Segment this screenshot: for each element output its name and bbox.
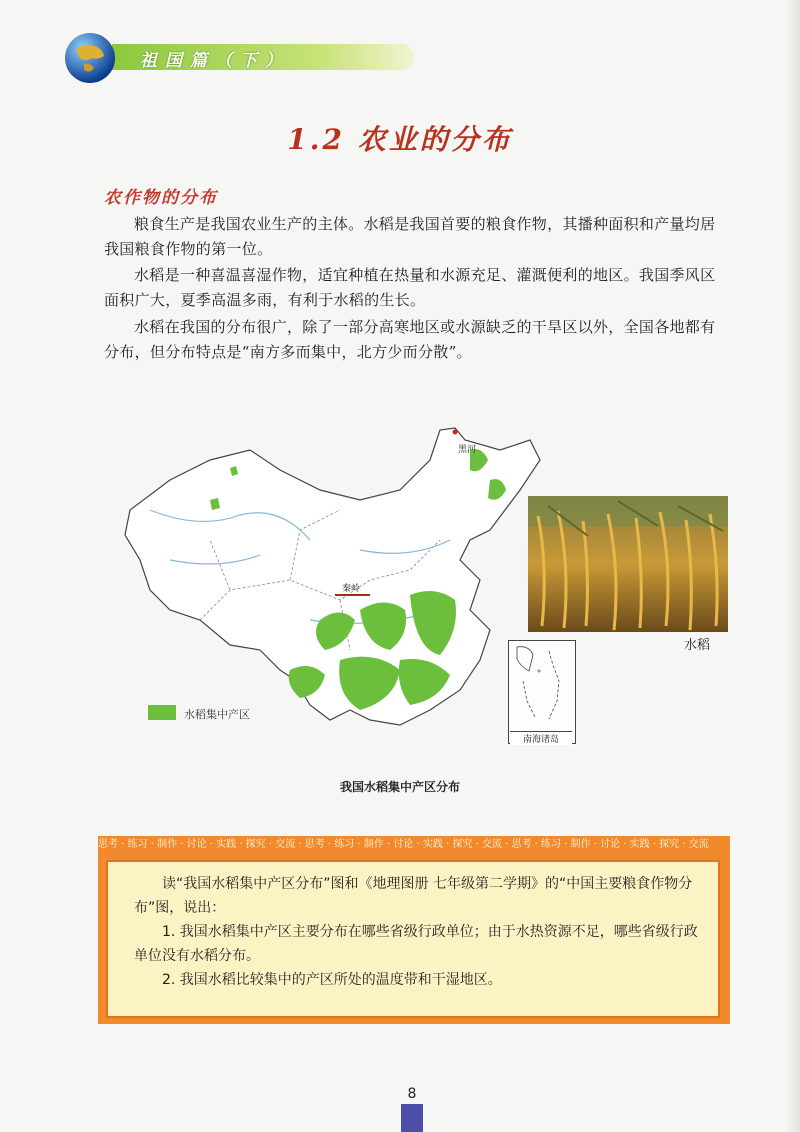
activity-question-2: 2. 我国水稻比较集中的产区所处的温度带和干湿地区。 bbox=[162, 972, 502, 988]
legend-swatch bbox=[148, 705, 176, 720]
page-edge-shadow bbox=[786, 0, 800, 1132]
activity-intro: 读“我国水稻集中产区分布”图和《地理图册 七年级第二学期》的“中国主要粮食作物分布”图，说出： bbox=[134, 876, 693, 916]
photo-caption: 水稻 bbox=[684, 638, 711, 653]
header-section-label: 祖国篇（下） bbox=[140, 51, 290, 71]
paragraph-1: 粮食生产是我国农业生产的主体。水稻是我国首要的粮食作物，其播种面积和产量均居我国粮食作物的第一位。 bbox=[104, 215, 716, 258]
china-rice-map bbox=[110, 420, 550, 760]
lesson-title: 1.2 农业的分布 bbox=[287, 123, 513, 156]
rice-photo bbox=[528, 496, 728, 632]
section-heading: 农作物的分布 bbox=[104, 188, 218, 208]
activity-question-1: 1. 我国水稻集中产区主要分布在哪些省级行政单位；由于水热资源不足，哪些省级行政单位没有水稻分布。 bbox=[134, 924, 698, 964]
map-city-label: 黑河 bbox=[458, 445, 477, 455]
activity-strip: 思考 · 练习 · 制作 · 讨论 · 实践 · 探究 · 交流 · 思考 · 练习 · 制作 · 讨论 · 实践 · 探究 · 交流 · 思考 · 练习 · 制作 · 讨论 · 实践 · 探究 · 交流 bbox=[98, 839, 709, 850]
page-number: 8 bbox=[407, 1086, 417, 1102]
globe-icon bbox=[64, 32, 116, 84]
south-china-sea-inset bbox=[508, 640, 576, 744]
page-number-tab bbox=[401, 1104, 423, 1132]
paragraph-2: 水稻是一种喜温喜湿作物，适宜种植在热量和水源充足、灌溉便利的地区。我国季风区面积广大，夏季高温多雨，有利于水稻的生长。 bbox=[104, 266, 716, 309]
activity-content bbox=[106, 860, 720, 1018]
inset-label: 南海诸岛 bbox=[510, 731, 572, 745]
activity-box bbox=[98, 836, 730, 1024]
paragraph-3: 水稻在我国的分布很广，除了一部分高寒地区或水源缺乏的干旱区以外，全国各地都有分布，但分布特点是“南方多而集中，北方少而分散”。 bbox=[104, 318, 716, 361]
map-line-label: 秦岭 bbox=[342, 584, 361, 594]
map-caption: 我国水稻集中产区分布 bbox=[339, 780, 460, 794]
legend-label: 水稻集中产区 bbox=[184, 708, 250, 721]
